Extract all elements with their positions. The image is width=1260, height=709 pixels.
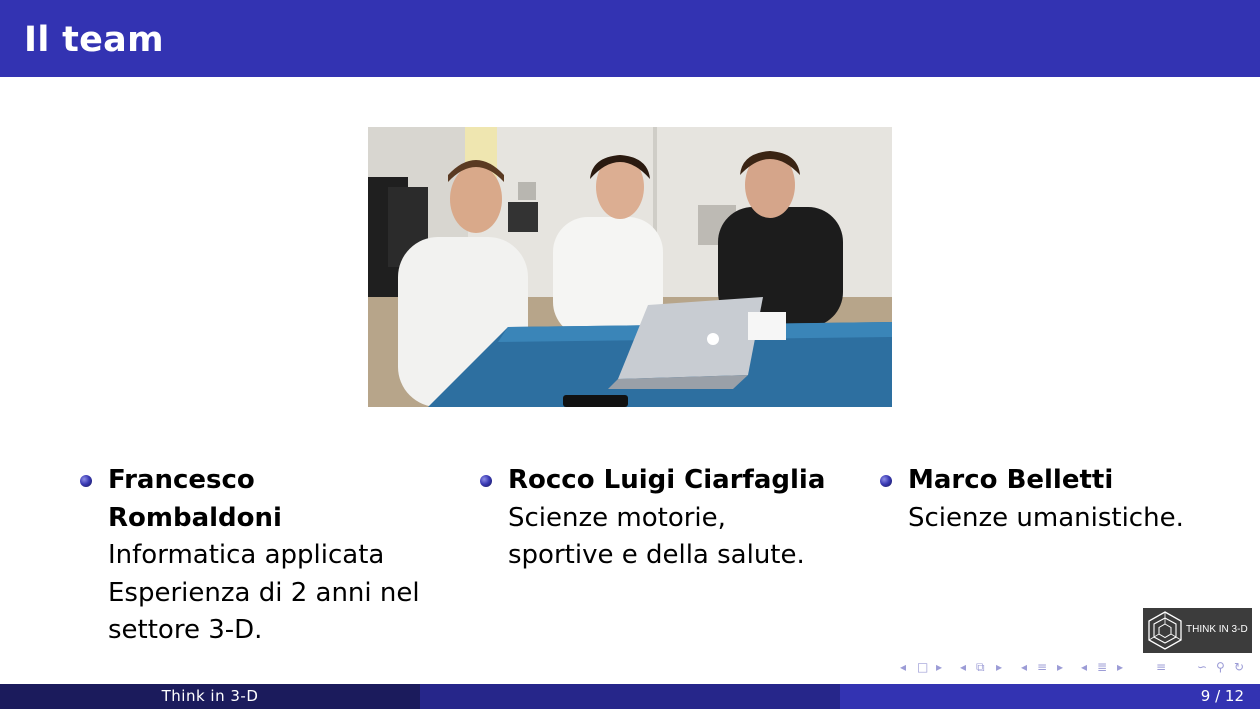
slide-title: Il team — [24, 20, 164, 60]
nav-section-icon[interactable]: ≡ — [1037, 660, 1048, 674]
team-member-francesco — [108, 462, 428, 650]
beamer-navigation — [900, 660, 1255, 678]
nav-section-next-icon[interactable]: ▸ — [1057, 660, 1064, 674]
slide-footer — [0, 684, 1260, 709]
nav-subsection-icon[interactable]: ⧉ — [976, 660, 985, 674]
footer-middle-band — [420, 684, 840, 709]
bullet-icon — [880, 475, 892, 487]
nav-subsection-prev-icon[interactable]: ◂ — [960, 660, 967, 674]
nav-frame-icon[interactable]: □ — [917, 660, 929, 674]
photo-notebook — [748, 312, 786, 340]
slide-header — [0, 0, 1260, 77]
team-member-marco — [908, 462, 1208, 537]
member-desc-line: Informatica applicata — [108, 540, 385, 570]
person-left-face — [450, 165, 502, 233]
nav-back-icon[interactable]: ↻ — [1234, 660, 1245, 674]
bullet-icon — [480, 475, 492, 487]
think-in-3d-logo — [1143, 608, 1252, 653]
nav-zoom-icon[interactable]: ⚲ — [1216, 660, 1225, 674]
member-desc-line: Scienze umanistiche. — [908, 502, 1184, 533]
nav-frame-next-icon[interactable]: ▸ — [936, 660, 943, 674]
team-photo — [368, 127, 892, 407]
footer-page-number: 9 / 12 — [1200, 687, 1244, 705]
logo-text: THINK IN 3-D — [1186, 624, 1248, 635]
member-name: Rocco Luigi Ciarfaglia — [508, 465, 826, 495]
member-desc-line: Scienze motorie, — [508, 502, 726, 533]
member-name-cont: Rombaldoni — [108, 502, 282, 533]
photo-phone — [563, 395, 628, 407]
nav-subsection-next-icon[interactable]: ▸ — [996, 660, 1003, 674]
nav-part-next-icon[interactable]: ▸ — [1117, 660, 1124, 674]
cube-logo-icon — [1145, 608, 1185, 653]
member-desc-line: sportive e della salute. — [508, 540, 805, 570]
nav-frame-prev-icon[interactable]: ◂ — [900, 660, 907, 674]
photo-bin — [508, 202, 538, 232]
bullet-icon — [80, 475, 92, 487]
nav-search-icon[interactable]: ∽ — [1197, 660, 1208, 674]
nav-part-icon[interactable]: ≣ — [1097, 660, 1108, 674]
member-desc-line: Esperienza di 2 anni nel — [108, 577, 420, 608]
nav-part-prev-icon[interactable]: ◂ — [1081, 660, 1088, 674]
team-photo-illustration — [368, 127, 892, 407]
photo-wall-vent — [518, 182, 536, 200]
footer-right-band — [840, 684, 1260, 709]
member-desc-line: settore 3-D. — [108, 615, 263, 645]
team-member-rocco — [508, 462, 848, 575]
member-name: Francesco — [108, 465, 255, 495]
member-name: Marco Belletti — [908, 465, 1114, 495]
apple-logo-icon — [707, 333, 719, 345]
nav-section-prev-icon[interactable]: ◂ — [1021, 660, 1028, 674]
footer-title: Think in 3-D — [161, 687, 259, 705]
nav-toc-icon[interactable]: ≡ — [1156, 660, 1167, 674]
